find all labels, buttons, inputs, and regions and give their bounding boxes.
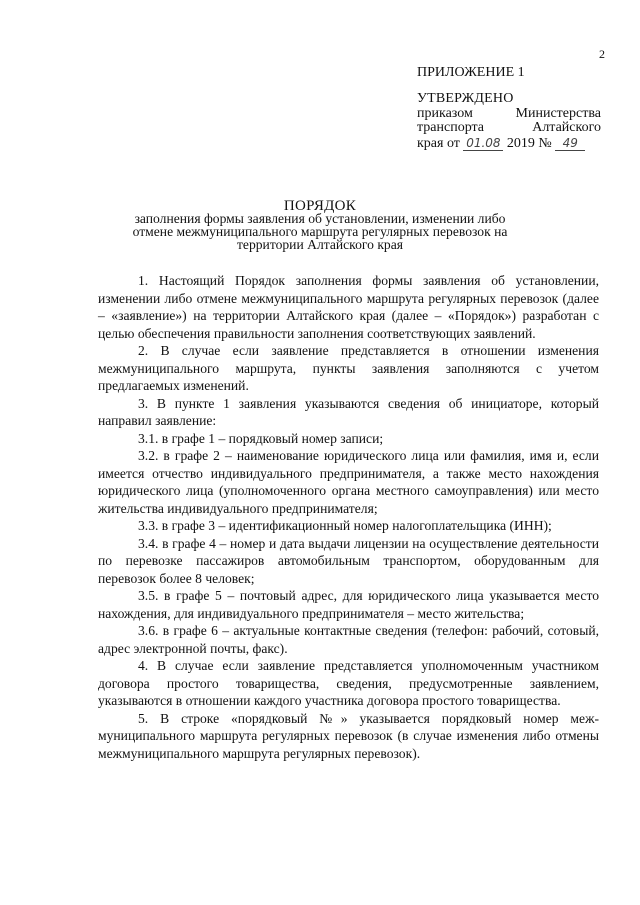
paragraph: 2. В случае если заявление представляется в отношении изменения межмуниципального маршрута, пункты заявления заполняются с учетом предлагаемых изменений. bbox=[98, 343, 599, 393]
approval-year: 2019 № bbox=[506, 135, 552, 151]
approval-word-ministry: Министерства bbox=[515, 105, 601, 121]
approval-region-prefix: края от bbox=[417, 135, 460, 151]
paragraph: 3.2. в графе 2 – наименование юридического лица или фамилия, имя и, если имеется отчество индивидуального предпринимателя, а также место нахождения юридического лица (уполномоченного органа местного самоуправления) или место жительства индивидуального предпринимателя; bbox=[98, 448, 599, 516]
approval-block bbox=[417, 92, 601, 151]
approval-word-transport: транспорта bbox=[417, 120, 485, 135]
paragraph: 3.6. в графе 6 – актуальные контактные сведения (телефон: рабочий, сотовый, адрес электронной почты, факс). bbox=[98, 623, 599, 656]
paragraph: 3.5. в графе 5 – почтовый адрес, для юридического лица указывается место нахождения, для индивидуального предпринимателя – место жительства; bbox=[98, 588, 599, 621]
document-body bbox=[98, 272, 599, 762]
document-title: ПОРЯДОК bbox=[283, 198, 357, 214]
approved-title: УТВЕРЖДЕНО bbox=[417, 91, 514, 106]
paragraph: 5. В строке «порядковый №» указывается порядковый номер меж-муниципального маршрута регулярных перевозок (в случае изменения либо отмены межмуниципального маршрута регулярных перевозок). bbox=[98, 710, 599, 761]
approval-line-3 bbox=[417, 136, 601, 152]
paragraph: 3.4. в графе 4 – номер и дата выдачи лицензии на осуществление деятельности по перевозке пассажиров автомобильным транспортом, оборудованным для перевозок более 8 человек; bbox=[98, 535, 599, 586]
document-subtitle: заполнения формы заявления об установлении, изменении либо отмене межмуниципального маршрута регулярных перевозок на территории Алтайского края bbox=[132, 211, 508, 252]
appendix-heading: ПРИЛОЖЕНИЕ 1 bbox=[417, 65, 525, 80]
approval-word-order: приказом bbox=[417, 105, 473, 121]
handwritten-date: 01.08 bbox=[463, 136, 503, 152]
paragraph: 3.3. в графе 3 – идентификационный номер налогоплательщика (ИНН); bbox=[138, 518, 552, 533]
handwritten-number: 49 bbox=[555, 136, 585, 152]
paragraph: 3. В пункте 1 заявления указываются сведения об инициаторе, который направил заявление: bbox=[98, 395, 599, 428]
paragraph: 1. Настоящий Порядок заполнения формы заявления об установлении, изменении либо отмене межмуниципального маршрута регулярных перевозок (далее – «заявление») на территории Алтайского края (далее – «Порядок») разработан с целью обеспечения правильности заполнения соответствующих заявлений. bbox=[98, 273, 599, 341]
page-number: 2 bbox=[599, 47, 605, 61]
approval-line-1 bbox=[417, 107, 601, 122]
paragraph: 3.1. в графе 1 – порядковый номер записи; bbox=[138, 430, 384, 446]
approval-word-altai: Алтайского bbox=[532, 120, 601, 135]
paragraph: 4. В случае если заявление представляется уполномоченным участником договора простого товарищества, сведения, предусмотренные заявлением, указываются в отношении каждого участника договора простого товарищества. bbox=[98, 658, 599, 708]
approval-line-2 bbox=[417, 121, 601, 136]
